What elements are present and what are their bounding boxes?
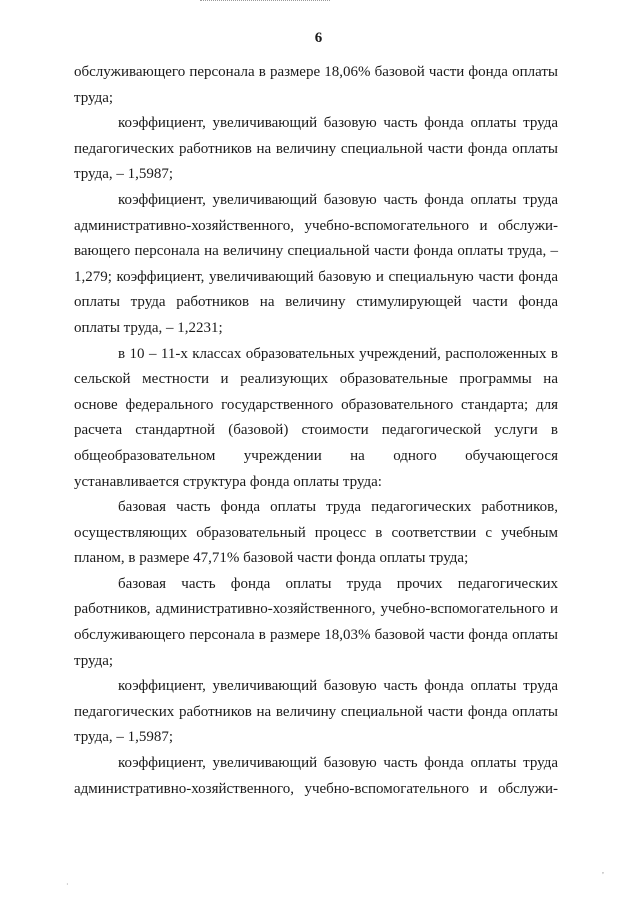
paragraph-grades-10-11: в 10 – 11-х классах образовательных учреждений, расположенных в сельской местности и реализующих образовательные программы на основе федерального государственного образовательного стандарта; для расчета стандартной (базовой) стоимости педагогической услуги в общеобразовательном учреждении на одного обучающегося устанавливается структура фонда оплаты труда: [74, 345, 558, 490]
scan-dot-bottom-right: , [602, 866, 604, 875]
page-number: 6 [314, 30, 323, 46]
paragraph-coefficient-administrative: коэффициент, увеличивающий базовую часть фонда оплаты труда административно-хозяйственного, учебно-вспомогательного и обслужи-вающего персонала на величину специальной части фонда оплаты труда, – 1,279; коэффициент, увеличивающий базовую и специальную части фонда оплаты труда работников на величину стимулирующей части фонда оплаты труда, – 1,2231; [74, 191, 558, 336]
paragraph-coefficient-administrative-2: коэффициент, увеличивающий базовую часть фонда оплаты труда административно-хозяйственного, учебно-вспомогательного и обслужи- [74, 755, 558, 797]
paragraph-coefficient-pedagogical-2: коэффициент, увеличивающий базовую часть фонда оплаты труда педагогических работников на величину специальной части фонда оплаты труда, – 1,5987; [74, 678, 558, 746]
paragraph-coefficient-pedagogical: коэффициент, увеличивающий базовую часть фонда оплаты труда педагогических работников на величину специальной части фонда оплаты труда, – 1,5987; [74, 115, 558, 183]
document-body [74, 60, 558, 802]
paragraph-base-part-other-staff: базовая часть фонда оплаты труда прочих педагогических работников, административно-хозяйственного, учебно-вспомогательного и обслуживающего персонала в размере 18,03% базовой части фонда оплаты труда; [74, 575, 558, 669]
scan-artifact-top [200, 0, 330, 4]
scan-dot-bottom-left: · [66, 880, 69, 889]
paragraph-base-part-pedagogical: базовая часть фонда оплаты труда педагогических работников, осуществляющих образовательный процесс в соответствии с учебным планом, в размере 47,71% базовой части фонда оплаты труда; [74, 499, 558, 567]
paragraph-continuation: обслуживающего персонала в размере 18,06% базовой части фонда оплаты труда; [74, 64, 558, 106]
